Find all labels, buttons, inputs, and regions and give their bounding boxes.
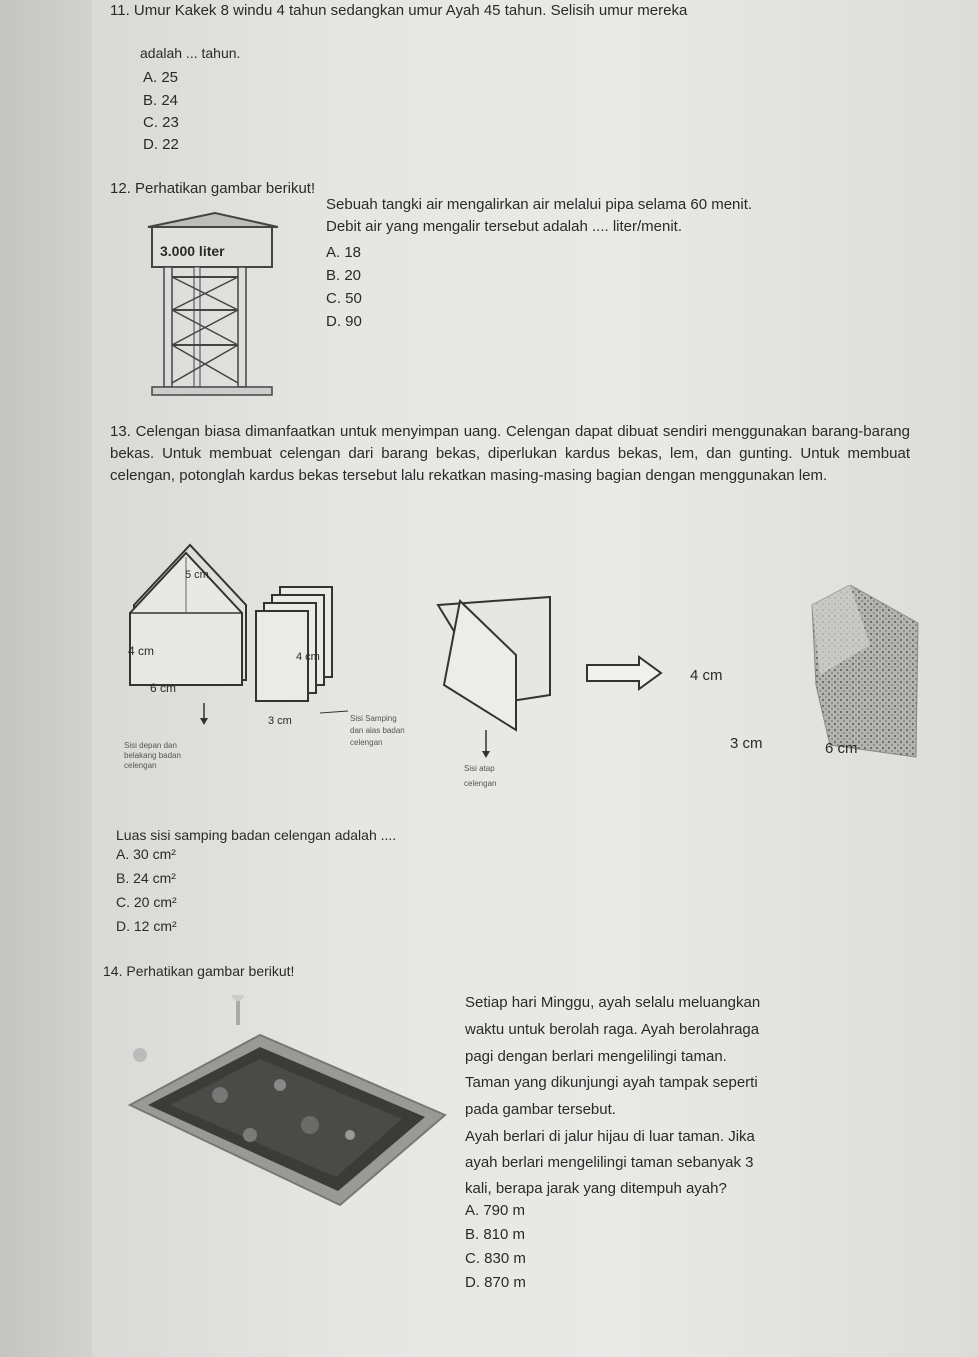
piggy-bank-photo <box>810 585 920 765</box>
q14-line-6: Ayah berlari di jalur hijau di luar taman. Jika <box>465 1128 755 1145</box>
q11-text-line2: adalah ... tahun. <box>140 45 241 61</box>
front-caption-1: Sisi depan dan <box>124 741 177 750</box>
q14-line-5: pada gambar tersebut. <box>465 1101 616 1118</box>
q11-text-line1: 11. Umur Kakek 8 windu 4 tahun sedangkan umur Ayah 45 tahun. Selisih umur mereka <box>110 2 688 19</box>
q14-line-7: ayah berlari mengelilingi taman sebanyak 3 <box>465 1154 754 1171</box>
q14-line-3: pagi dengan berlari mengelilingi taman. <box>465 1048 727 1065</box>
tank-capacity-label: 3.000 liter <box>160 243 225 259</box>
q14-line-4: Taman yang dikunjungi ayah tampak seperti <box>465 1074 758 1091</box>
front-caption-3: celengan <box>124 761 157 770</box>
house-height-label: 4 cm <box>690 667 723 684</box>
q13-option-d: D. 12 cm² <box>116 918 177 934</box>
q12-option-b: B. 20 <box>326 267 362 284</box>
q12-option-c: C. 50 <box>326 290 362 307</box>
q14-option-d: D. 870 m <box>465 1274 526 1291</box>
side-width-label: 3 cm <box>268 715 292 727</box>
side-caption-2: dan alas badan <box>350 726 405 735</box>
q12-text-line1: Sebuah tangki air mengalirkan air melalui pipa selama 60 menit. <box>326 196 753 213</box>
side-caption-1: Sisi Samping <box>350 714 397 723</box>
q14-line-8: kali, berapa jarak yang ditempuh ayah? <box>465 1180 727 1197</box>
side-caption-3: celengan <box>350 738 383 747</box>
q14-option-c: C. 830 m <box>465 1250 526 1267</box>
front-height-label: 4 cm <box>128 644 155 658</box>
water-tank-illustration <box>140 205 290 400</box>
q13-paragraph: 13. Celengan biasa dimanfaatkan untuk menyimpan uang. Celengan dapat dibuat sendiri menggunakan barang-barang bekas. Untuk membuat celengan dari barang bekas, diperlukan kardus bekas, lem, dan gunting. Untuk membuat celengan, potonglah kardus bekas tersebut lalu rekatkan masing-masing bagian dengan menggunakan lem. <box>110 423 910 484</box>
house-depth-label: 3 cm <box>730 735 763 752</box>
roof-caption-1: Sisi atap <box>464 764 495 773</box>
q13-question: Luas sisi samping badan celengan adalah .... <box>116 827 397 843</box>
front-caption-2: belakang badan <box>124 751 181 760</box>
q11-option-b: B. 24 <box>143 92 179 109</box>
roof-label: 5 cm <box>185 569 209 581</box>
q13-option-c: C. 20 cm² <box>116 894 177 910</box>
q12-intro: 12. Perhatikan gambar berikut! <box>110 180 316 197</box>
side-height-label: 4 cm <box>296 651 320 663</box>
arrow-icon <box>585 655 665 691</box>
front-width-label: 6 cm <box>150 681 177 695</box>
q12-option-d: D. 90 <box>326 313 362 330</box>
house-width-label: 6 cm <box>825 740 858 757</box>
q11-option-a: A. 25 <box>143 69 179 86</box>
q14-option-a: A. 790 m <box>465 1202 526 1219</box>
q14-option-b: B. 810 m <box>465 1226 526 1243</box>
page-fold-shadow <box>0 0 92 1357</box>
q14-intro: 14. Perhatikan gambar berikut! <box>103 963 295 979</box>
q13-option-a: A. 30 cm² <box>116 846 176 862</box>
q11-option-d: D. 22 <box>143 136 179 153</box>
q11-option-c: C. 23 <box>143 114 179 131</box>
q14-line-2: waktu untuk berolah raga. Ayah berolahraga <box>465 1021 760 1038</box>
roof-caption-2: celengan <box>464 779 497 788</box>
q12-text-line2: Debit air yang mengalir tersebut adalah .... liter/menit. <box>326 218 683 235</box>
garden-park-photo <box>110 995 450 1210</box>
q14-line-1: Setiap hari Minggu, ayah selalu meluangkan <box>465 994 761 1011</box>
q12-option-a: A. 18 <box>326 244 362 261</box>
q13-option-b: B. 24 cm² <box>116 870 176 886</box>
